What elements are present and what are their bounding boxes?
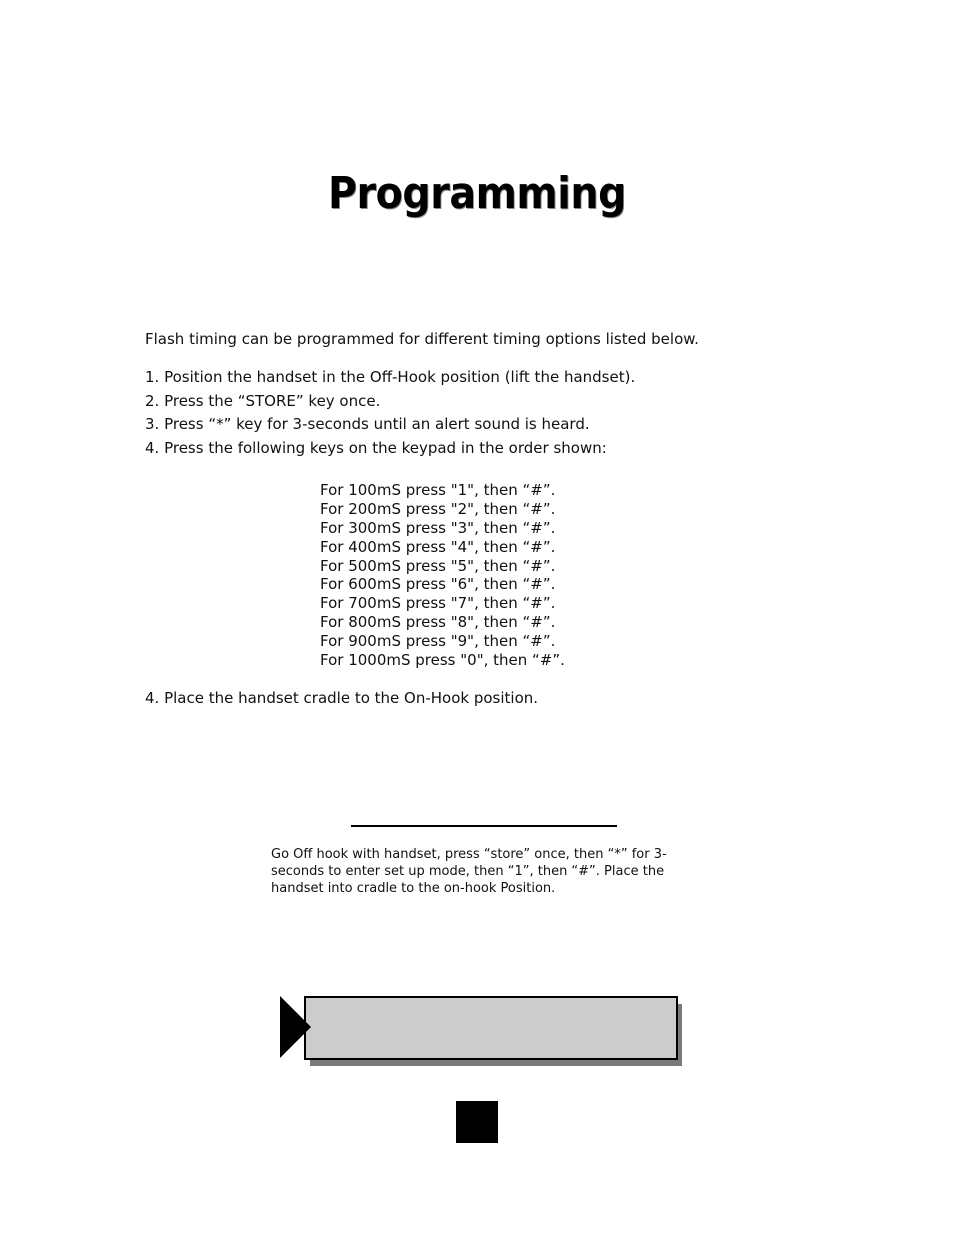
quick-setup-note: Go Off hook with handset, press “store” once, then “*” for 3-seconds to enter set up mode, then “1”, then “#”. Place the handset into cradle to the on-hook Position. — [271, 847, 667, 896]
callout-banner — [280, 996, 682, 1066]
section-divider — [351, 825, 617, 827]
timing-option: For 1000mS press "0", then “#”. — [320, 651, 565, 670]
page-marker — [456, 1101, 498, 1143]
intro-text: Flash timing can be programmed for different timing options listed below. — [145, 330, 699, 348]
callout-box — [304, 996, 678, 1060]
timing-option: For 800mS press "8", then “#”. — [320, 613, 556, 632]
page-title: Programming — [327, 168, 627, 219]
timing-options-list — [320, 481, 565, 670]
arrow-right-icon — [280, 996, 311, 1058]
step-item: 3. Press “*” key for 3-seconds until an alert sound is heard. — [145, 415, 590, 433]
step-item: 4. Press the following keys on the keypad in the order shown: — [145, 438, 607, 457]
step-item: 1. Position the handset in the Off-Hook position (lift the handset). — [145, 368, 636, 386]
timing-option: For 200mS press "2", then “#”. — [320, 499, 556, 518]
steps-list — [145, 368, 635, 462]
timing-option: For 700mS press "7", then “#”. — [320, 594, 556, 613]
timing-option: For 100mS press "1", then “#”. — [320, 481, 556, 499]
timing-option: For 400mS press "4", then “#”. — [320, 537, 556, 556]
final-step: 4. Place the handset cradle to the On-Hook position. — [145, 689, 539, 707]
timing-option: For 600mS press "6", then “#”. — [320, 575, 556, 594]
timing-option: For 300mS press "3", then “#”. — [320, 518, 556, 537]
step-item: 2. Press the “STORE” key once. — [145, 391, 381, 410]
timing-option: For 900mS press "9", then “#”. — [320, 632, 556, 651]
timing-option: For 500mS press "5", then “#”. — [320, 556, 556, 575]
